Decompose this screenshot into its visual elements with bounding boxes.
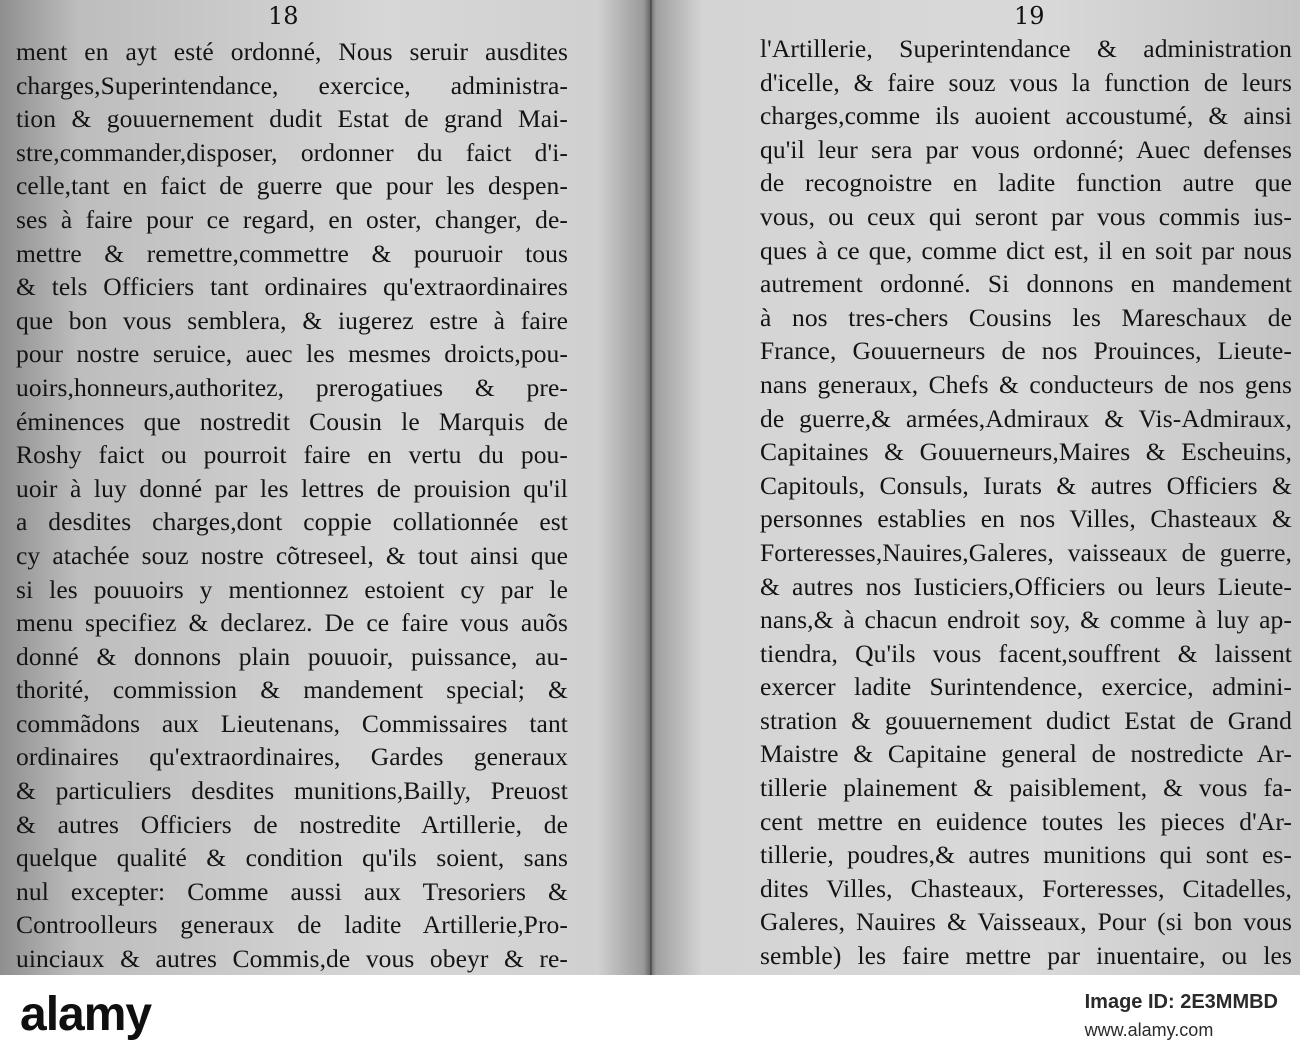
text-line: Roshy faict ou pourroit faire en vertu du pou- [16, 440, 568, 470]
text-line: tillerie plainement & paisiblement, & vous fa- [760, 773, 1292, 803]
text-line: vous, ou ceux qui seront par vous commis ius- [760, 201, 1292, 231]
text-line: charges,comme ils auoient accoustumé, & ainsi [760, 101, 1292, 131]
stock-footer [0, 975, 1300, 1060]
text-line: Maistre & Capitaine general de nostredicte Ar- [760, 739, 1292, 769]
right-page-number: 19 [1014, 2, 1045, 30]
alamy-logo: alamy [20, 988, 152, 1041]
left-page-number: 18 [268, 2, 299, 30]
text-line: exercer ladite Surintendence, exercice, admini- [760, 672, 1292, 702]
text-line: stre,commander,disposer, ordonner du faict d'i- [16, 137, 568, 167]
left-page-text [16, 35, 568, 975]
text-line: l'Artillerie, Superintendance & administration [760, 34, 1292, 63]
text-line: stration & gouuernement dudict Estat de Grand [760, 705, 1292, 735]
text-line: à nos tres-chers Cousins les Mareschaux de [760, 302, 1292, 332]
text-line: nans,& à chacun endroit soy, & comme à luy ap- [760, 605, 1292, 635]
text-line: quelque qualité & condition qu'ils soient, sans [16, 843, 568, 873]
footer-info [1085, 991, 1278, 1041]
text-line: pour nostre seruice, auec les mesmes droicts,pou- [16, 339, 568, 369]
text-line: & particuliers desdites munitions,Bailly, Preuost [16, 776, 568, 806]
right-page-text [760, 32, 1292, 975]
text-line: de guerre,& armées,Admiraux & Vis-Admiraux, [760, 403, 1292, 433]
text-line: Forteresses,Nauires,Galeres, vaisseaux de guerre, [760, 537, 1292, 567]
text-line: dites Villes, Chasteaux, Forteresses, Citadelles, [760, 873, 1292, 903]
text-line: éminences que nostredit Cousin le Marquis de [16, 406, 568, 436]
footer-url-text: www.alamy.com [1084, 1020, 1214, 1040]
text-line: commãdons aux Lieutenans, Commissaires tant [16, 708, 568, 738]
text-line: Capitaines & Gouuerneurs,Maires & Escheuins, [760, 437, 1292, 467]
text-line: de recognoistre en ladite function autre que [760, 168, 1292, 198]
right-page [652, 0, 1300, 975]
text-line: uoirs,honneurs,authoritez, prerogatiues & pre- [16, 372, 568, 402]
text-line: charges,Superintendance, exercice, administra- [16, 70, 568, 100]
text-line: qu'il leur sera par vous ordonné; Auec defenses [760, 134, 1292, 164]
text-line: tiendra, Qu'ils vous facent,souffrent & laissent [760, 638, 1292, 668]
text-line: d'icelle, & faire souz vous la function de leurs [760, 67, 1292, 97]
text-line: & tels Officiers tant ordinaires qu'extraordinaires [16, 272, 568, 302]
text-line: ordinaires qu'extraordinaires, Gardes generaux [16, 742, 568, 772]
text-line: a desdites charges,dont coppie collationnée est [16, 507, 568, 537]
left-page [0, 0, 650, 975]
text-line: tion & gouuernement dudit Estat de grand Mai- [16, 104, 568, 134]
text-line: ses à faire pour ce regard, en oster, changer, de- [16, 204, 568, 234]
text-line: cent mettre en euidence toutes les pieces d'Ar- [760, 806, 1292, 836]
text-line: celle,tant en faict de guerre que pour les despen- [16, 171, 568, 201]
text-line: menu specifiez & declarez. De ce faire vous auõs [16, 608, 568, 638]
text-line: uinciaux & autres Commis,de vous obeyr & re- [16, 944, 568, 974]
text-line: & autres nos Iusticiers,Officiers ou leurs Lieute- [760, 571, 1292, 601]
text-line: personnes establies en nos Villes, Chasteaux & [760, 504, 1292, 534]
text-line: autrement ordonné. Si donnons en mandement [760, 269, 1292, 299]
text-line: si les pouuoirs y mentionnez estoient cy par le [16, 574, 568, 604]
text-line: thorité, commission & mandement special; & [16, 675, 568, 705]
text-line: uoir à luy donné par les lettres de prouision qu'il [16, 473, 568, 503]
text-line: semble) les faire mettre par inuentaire, ou les [760, 941, 1292, 971]
image-id-text: Image ID: 2E3MMBD [1084, 991, 1278, 1013]
text-line: tillerie, poudres,& autres munitions qui sont es- [760, 840, 1292, 870]
text-line: ques à ce que, comme dict est, il en soit par nous [760, 235, 1292, 265]
text-line: Controolleurs generaux de ladite Artillerie,Pro- [16, 910, 568, 940]
text-line: nans generaux, Chefs & conducteurs de nos gens [760, 369, 1292, 399]
text-line: France, Gouuerneurs de nos Prouinces, Lieute- [760, 336, 1292, 366]
text-line: que bon vous semblera, & iugerez estre à faire [16, 305, 568, 335]
text-line: mettre & remettre,commettre & pouruoir tous [16, 238, 568, 268]
text-line: Galeres, Nauires & Vaisseaux, Pour (si bon vous [760, 907, 1292, 937]
text-line: & autres Officiers de nostredite Artillerie, de [16, 809, 568, 839]
text-line: Capitouls, Consuls, Iurats & autres Officiers & [760, 470, 1292, 500]
text-line: nul excepter: Comme aussi aux Tresoriers & [16, 876, 568, 906]
text-line: ment en ayt esté ordonné, Nous seruir ausdites [16, 37, 568, 66]
text-line: cy atachée souz nostre cõtreseel, & tout ainsi que [16, 540, 568, 570]
text-line: donné & donnons plain pouuoir, puissance, au- [16, 641, 568, 671]
